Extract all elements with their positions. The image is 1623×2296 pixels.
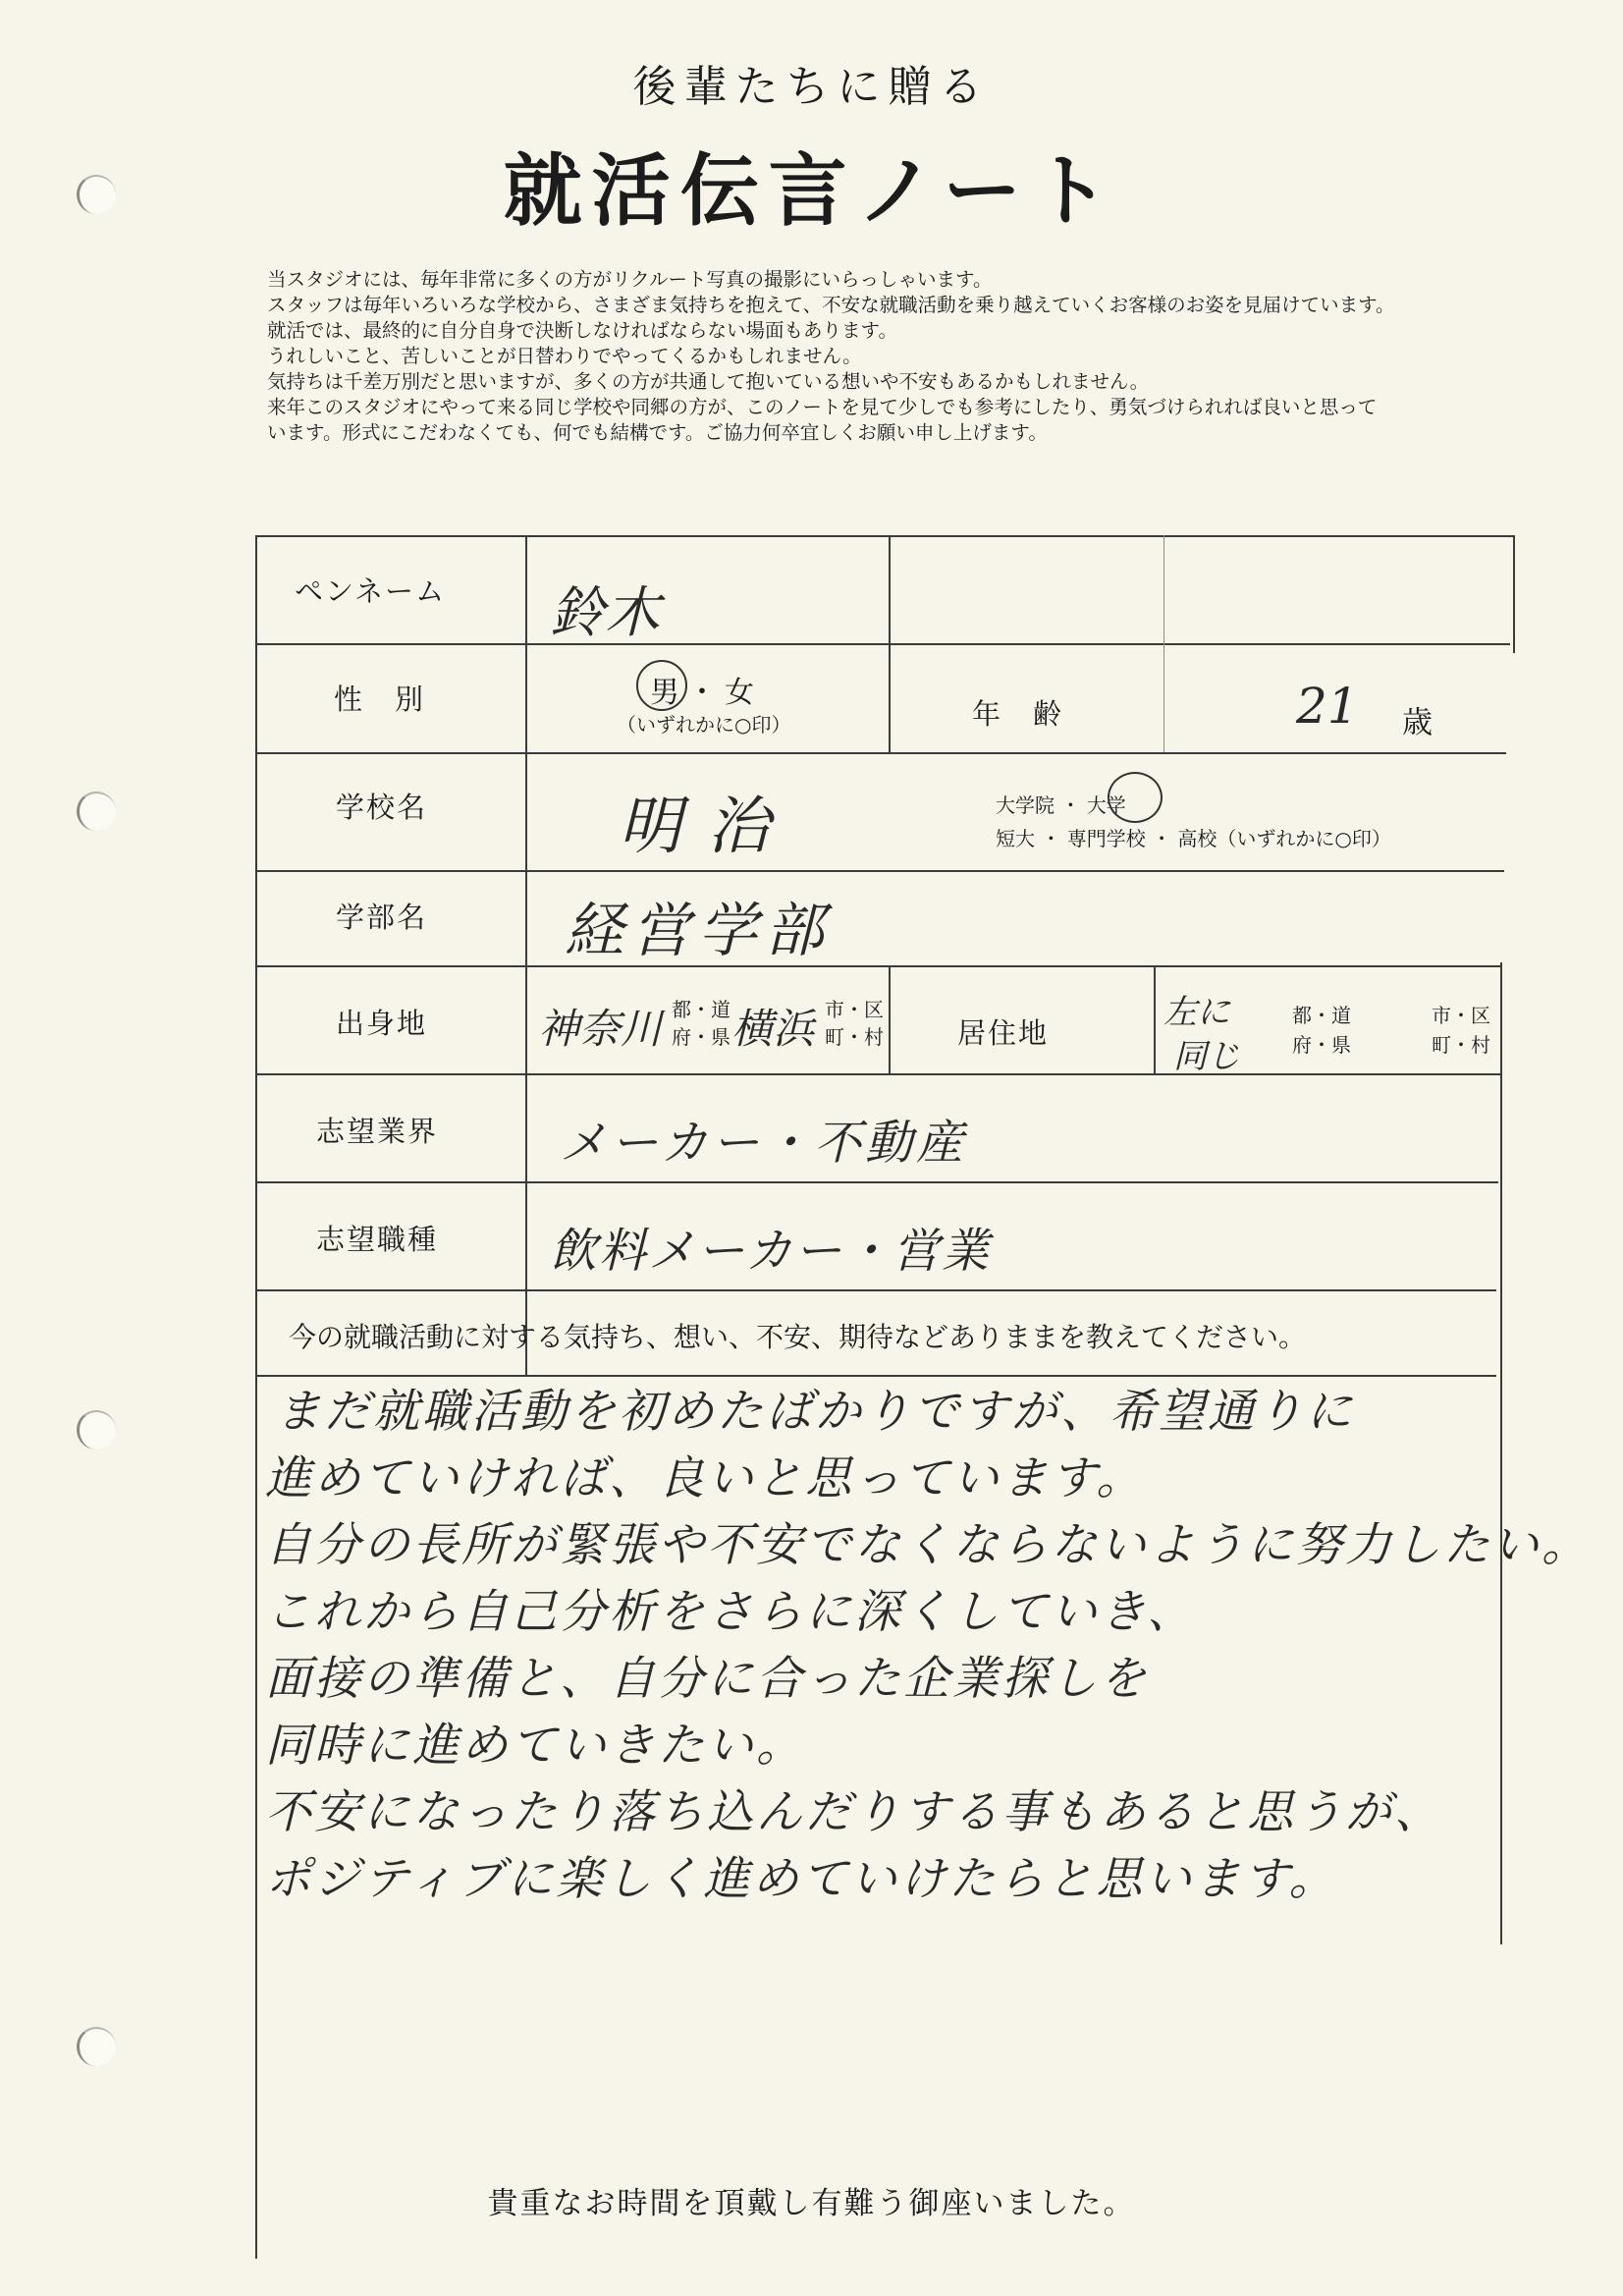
- job-value[interactable]: 飲料メーカー・営業: [550, 1224, 992, 1279]
- age-value[interactable]: 21: [1296, 678, 1359, 735]
- industry-value[interactable]: メーカー・不動産: [560, 1116, 968, 1171]
- intro-line: 気持ちは千差万別だと思いますが、多くの方が共通して抱いている想いや不安もあるかもしれません。: [267, 370, 1150, 393]
- residence-label: 居住地: [957, 1016, 1050, 1050]
- message-line: ポジティブに楽しく進めていけたらと思います。: [265, 1852, 1338, 1906]
- school-value[interactable]: 明治: [619, 791, 795, 863]
- table-line: [1154, 965, 1156, 1073]
- hometown-label: 出身地: [336, 1007, 428, 1040]
- table-line: [255, 752, 1506, 754]
- school-label: 学校名: [336, 791, 428, 824]
- message-line: 進めていければ、良いと思っています。: [265, 1451, 1146, 1505]
- residence-city-suffix: 町・村: [1432, 1033, 1490, 1057]
- message-line: これから自己分析をさらに深くしていき、: [265, 1585, 1197, 1639]
- message-line: 同時に進めていきたい。: [265, 1719, 805, 1773]
- residence-city-suffix: 市・区: [1432, 1004, 1490, 1027]
- hometown-city-suffix: 市・区: [825, 998, 884, 1021]
- table-line: [255, 870, 1504, 872]
- intro-line: 来年このスタジオにやって来る同じ学校や同郷の方が、このノートを見て少しでも参考にしたり、勇気づけられれば良いと思って: [267, 396, 1378, 418]
- question-prompt: 今の就職活動に対する気持ち、想い、不安、期待などありままを教えてください。: [289, 1321, 1307, 1353]
- age-unit: 歳: [1402, 705, 1433, 740]
- hometown-city[interactable]: 横浜: [731, 1005, 815, 1053]
- footer-thanks: 貴重なお時間を頂戴し有難う御座いました。: [487, 2186, 1136, 2221]
- residence-pref-suffix: 都・道: [1292, 1004, 1351, 1027]
- table-line: [255, 1073, 1500, 1075]
- message-line: 面接の準備と、自分に合った企業探しを: [265, 1652, 1149, 1706]
- pen-name-value[interactable]: 鈴木: [550, 581, 660, 645]
- table-line: [889, 965, 891, 1073]
- table-line: [255, 1181, 1498, 1183]
- intro-line: 就活では、最終的に自分自身で決断しなければならない場面もあります。: [267, 319, 897, 342]
- intro-line: います。形式にこだわなくても、何でも結構です。ご協力何卒宜しくお願い申し上げます。: [267, 421, 1048, 444]
- gender-note: （いずれかに○印）: [617, 713, 791, 737]
- page-subtitle: 後輩たちに贈る: [632, 62, 991, 112]
- table-line: [255, 535, 257, 2259]
- industry-label: 志望業界: [316, 1115, 439, 1148]
- table-line: [255, 965, 1502, 967]
- school-type-line1: 大学院 ・ 大学: [996, 793, 1126, 817]
- hometown-pref[interactable]: 神奈川: [538, 1005, 663, 1053]
- faculty-value[interactable]: 経営学部: [565, 897, 832, 965]
- age-label: 年 齢: [972, 697, 1064, 731]
- message-line: まだ就職活動を初めたばかりですが、希望通りに: [275, 1385, 1355, 1439]
- job-label: 志望職種: [316, 1223, 439, 1256]
- gender-selected-circle[interactable]: [636, 660, 687, 711]
- table-line: [255, 535, 1514, 537]
- faculty-label: 学部名: [336, 901, 428, 934]
- table-line: [1163, 535, 1164, 752]
- school-selected-circle[interactable]: [1108, 772, 1163, 823]
- residence-value[interactable]: 左に: [1163, 993, 1230, 1032]
- message-line: 自分の長所が緊張や不安でなくならないように努力したい。: [265, 1518, 1591, 1572]
- message-line: 不安になったり落ち込んだりする事もあると思うが、: [265, 1785, 1443, 1839]
- table-line: [255, 643, 1510, 645]
- table-line: [889, 535, 891, 752]
- school-type-line2: 短大 ・ 専門学校 ・ 高校（いずれかに○印）: [996, 827, 1391, 850]
- intro-line: うれしいこと、苦しいことが日替わりでやってくるかもしれません。: [267, 345, 862, 367]
- residence-pref-suffix: 府・県: [1292, 1033, 1351, 1057]
- gender-label: 性 別: [334, 683, 426, 716]
- gender-options: 男・女: [650, 676, 762, 710]
- page-title: 就活伝言ノート: [503, 145, 1120, 237]
- hometown-pref-suffix: 都・道: [672, 998, 730, 1021]
- intro-line: 当スタジオには、毎年非常に多くの方がリクルート写真の撮影にいらっしゃいます。: [267, 268, 993, 291]
- table-line: [255, 1289, 1496, 1291]
- residence-value[interactable]: 同じ: [1173, 1037, 1240, 1076]
- handwritten-message[interactable]: [265, 1375, 1591, 1909]
- table-line: [525, 535, 527, 1375]
- hometown-pref-suffix: 府・県: [672, 1025, 730, 1049]
- hometown-city-suffix: 町・村: [825, 1025, 884, 1049]
- pen-name-label: ペンネーム: [295, 574, 447, 608]
- table-line: [1513, 535, 1515, 653]
- intro-line: スタッフは毎年いろいろな学校から、さまざま気持ちを抱えて、不安な就職活動を乗り越えていくお客様のお姿を見届けています。: [267, 294, 1395, 316]
